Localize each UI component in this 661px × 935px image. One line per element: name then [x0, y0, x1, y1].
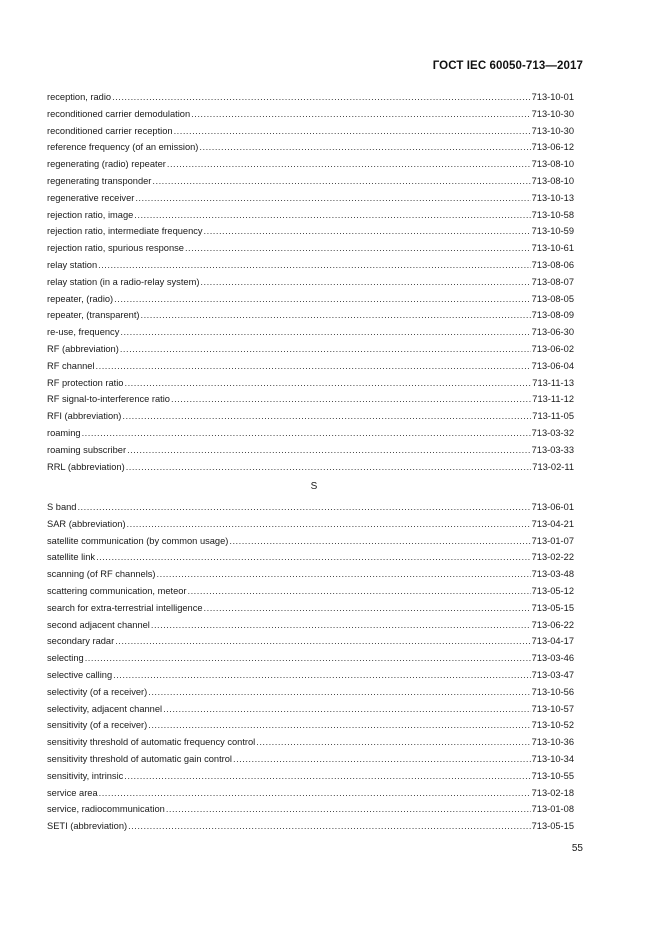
index-term: reconditioned carrier demodulation [47, 108, 191, 119]
index-term: service, radiocommunication [47, 804, 165, 815]
index-reference: 713-03-33 [531, 444, 574, 455]
index-entry [47, 633, 574, 650]
index-entry [47, 701, 574, 718]
index-group-r [47, 89, 574, 475]
dot-leader [191, 106, 530, 123]
index-entry [47, 442, 574, 459]
dot-leader [114, 291, 530, 308]
index-entry [47, 324, 574, 341]
dot-leader [188, 583, 531, 600]
dot-leader [229, 533, 530, 550]
index-entry [47, 499, 574, 516]
index-reference: 713-08-06 [531, 259, 574, 270]
index-reference: 713-10-36 [531, 737, 574, 748]
index-term: RF channel [47, 360, 95, 371]
index-reference: 713-02-22 [531, 552, 574, 563]
dot-leader [148, 717, 530, 734]
index-reference: 713-10-34 [531, 753, 574, 764]
dot-leader [141, 307, 531, 324]
index-term: S band [47, 502, 77, 512]
index-reference: 713-06-02 [531, 343, 574, 354]
index-entry [47, 717, 574, 734]
index-reference: 713-11-12 [532, 394, 574, 405]
index-entry [47, 684, 574, 701]
index-reference: 713-10-59 [531, 226, 574, 237]
index-term: satellite communication (by common usage) [47, 535, 229, 546]
dot-leader [115, 633, 530, 650]
index-reference: 713-10-01 [531, 92, 574, 102]
index-reference: 713-10-13 [531, 192, 574, 203]
index-term: reference frequency (of an emission) [47, 142, 199, 153]
section-letter-s: S [310, 481, 318, 492]
dot-leader [82, 425, 531, 442]
index-entry [47, 89, 574, 106]
dot-leader [233, 751, 531, 768]
index-term: SAR (abbreviation) [47, 518, 126, 529]
index-entry [47, 751, 574, 768]
index-group-s [47, 499, 574, 835]
index-term: RFI (abbreviation) [47, 411, 122, 422]
index-reference: 713-10-30 [531, 125, 574, 136]
standard-header: ГОСТ IEC 60050-713—2017 [432, 60, 583, 72]
index-reference: 713-10-57 [531, 703, 574, 714]
index-reference: 713-10-61 [531, 243, 574, 254]
index-term: RF (abbreviation) [47, 343, 119, 354]
index-reference: 713-10-30 [531, 108, 574, 119]
index-entry [47, 785, 574, 802]
index-term: RF signal-to-interference ratio [47, 394, 170, 405]
index-term: selecting [47, 653, 84, 664]
index-term: sensitivity, intrinsic [47, 770, 124, 781]
index-term: roaming [47, 427, 81, 438]
index-reference: 713-01-08 [531, 804, 574, 815]
index-entry [47, 768, 574, 785]
index-reference: 713-06-22 [531, 619, 574, 630]
dot-leader [120, 341, 531, 358]
index-term: search for extra-terrestrial intelligence [47, 602, 203, 613]
dot-leader [148, 684, 530, 701]
dot-leader [127, 442, 531, 459]
dot-leader [171, 391, 531, 408]
index-reference: 713-10-58 [531, 209, 574, 220]
index-reference: 713-05-12 [531, 585, 574, 596]
index-entry [47, 617, 574, 634]
index-reference: 713-05-15 [531, 602, 574, 613]
index-entry [47, 291, 574, 308]
index-entry [47, 156, 574, 173]
dot-leader [99, 785, 531, 802]
index-entry [47, 139, 574, 156]
index-reference: 713-04-21 [531, 518, 574, 529]
dot-leader [112, 89, 531, 106]
index-term: regenerative receiver [47, 192, 135, 203]
page-number: 55 [571, 843, 583, 854]
index-reference: 713-08-05 [531, 293, 574, 304]
index-reference: 713-10-56 [531, 686, 574, 697]
index-entry [47, 190, 574, 207]
index-term: selective calling [47, 669, 113, 680]
index-entry [47, 341, 574, 358]
index-reference: 713-04-17 [531, 636, 574, 647]
index-reference: 713-11-13 [532, 377, 574, 388]
dot-leader [85, 650, 531, 667]
index-reference: 713-03-48 [531, 569, 574, 580]
index-entry [47, 818, 574, 835]
index-term: scanning (of RF channels) [47, 569, 156, 580]
index-term: relay station (in a radio-relay system) [47, 276, 200, 287]
index-reference: 713-06-12 [531, 142, 574, 153]
index-reference: 713-06-04 [531, 360, 574, 371]
index-entry [47, 549, 574, 566]
index-entry [47, 375, 574, 392]
index-term: re-use, frequency [47, 327, 120, 338]
dot-leader [77, 499, 530, 516]
index-reference: 713-11-05 [532, 411, 574, 422]
dot-leader [256, 734, 530, 751]
index-term: regenerating (radio) repeater [47, 159, 166, 170]
dot-leader [157, 566, 531, 583]
dot-leader [128, 818, 531, 835]
dot-leader [124, 768, 530, 785]
dot-leader [96, 549, 531, 566]
index-entry [47, 667, 574, 684]
index-reference: 713-06-30 [531, 327, 574, 338]
index-reference: 713-06-01 [531, 502, 574, 512]
index-reference: 713-10-52 [531, 720, 574, 731]
dot-leader [124, 375, 531, 392]
index-entry [47, 425, 574, 442]
dot-leader [204, 223, 531, 240]
index-term: RRL (abbreviation) [47, 461, 125, 472]
index-entry [47, 516, 574, 533]
index-term: scattering communication, meteor [47, 585, 187, 596]
index-term: rejection ratio, intermediate frequency [47, 226, 203, 237]
index-reference: 713-02-11 [532, 461, 574, 472]
index-entry [47, 734, 574, 751]
dot-leader [134, 207, 530, 224]
index-term: SETI (abbreviation) [47, 821, 128, 832]
index-term: repeater, (radio) [47, 293, 114, 304]
index-entry [47, 408, 574, 425]
index-entry [47, 533, 574, 550]
index-entry [47, 106, 574, 123]
index-term: selectivity (of a receiver) [47, 686, 148, 697]
index-term: selectivity, adjacent channel [47, 703, 163, 714]
index-term: RF protection ratio [47, 377, 124, 388]
index-reference: 713-08-09 [531, 310, 574, 321]
index-term: satellite link [47, 552, 96, 563]
dot-leader [199, 139, 530, 156]
dot-leader [167, 156, 531, 173]
index-entry [47, 223, 574, 240]
index-term: sensitivity (of a receiver) [47, 720, 148, 731]
dot-leader [174, 123, 531, 140]
index-term: service area [47, 787, 98, 798]
index-entry [47, 173, 574, 190]
index-entry [47, 801, 574, 818]
index-reference: 713-10-55 [531, 770, 574, 781]
index-term: relay station [47, 259, 98, 270]
dot-leader [135, 190, 530, 207]
dot-leader [166, 801, 531, 818]
dot-leader [200, 274, 530, 291]
index-term: regenerating transponder [47, 175, 152, 186]
index-entry [47, 566, 574, 583]
index-entry [47, 307, 574, 324]
index-reference: 713-03-46 [531, 653, 574, 664]
dot-leader [185, 240, 531, 257]
index-entry [47, 123, 574, 140]
index-entry [47, 240, 574, 257]
index-term: rejection ratio, image [47, 209, 134, 220]
index-reference: 713-02-18 [531, 787, 574, 798]
index-term: repeater, (transparent) [47, 310, 140, 321]
index-entry [47, 207, 574, 224]
dot-leader [98, 257, 530, 274]
index-term: sensitivity threshold of automatic gain control [47, 753, 232, 764]
index-term: rejection ratio, spurious response [47, 243, 184, 254]
index-term: sensitivity threshold of automatic frequency control [47, 737, 256, 748]
index-reference: 713-03-47 [531, 669, 574, 680]
dot-leader [113, 667, 530, 684]
index-entry [47, 391, 574, 408]
dot-leader [120, 324, 530, 341]
dot-leader [127, 516, 531, 533]
index-term: reconditioned carrier reception [47, 125, 173, 136]
index-reference: 713-05-15 [531, 821, 574, 832]
index-reference: 713-08-07 [531, 276, 574, 287]
dot-leader [152, 173, 530, 190]
index-term: reception, radio [47, 92, 112, 102]
dot-leader [122, 408, 531, 425]
dot-leader [204, 600, 531, 617]
index-reference: 713-03-32 [531, 427, 574, 438]
index-reference: 713-01-07 [531, 535, 574, 546]
index-reference: 713-08-10 [531, 175, 574, 186]
dot-leader [126, 459, 532, 476]
dot-leader [151, 617, 531, 634]
index-entry [47, 257, 574, 274]
index-term: second adjacent channel [47, 619, 150, 630]
index-entry [47, 274, 574, 291]
index-term: roaming subscriber [47, 444, 127, 455]
index-reference: 713-08-10 [531, 159, 574, 170]
dot-leader [163, 701, 531, 718]
index-entry [47, 583, 574, 600]
index-entry [47, 600, 574, 617]
index-term: secondary radar [47, 636, 115, 647]
dot-leader [96, 358, 531, 375]
index-entry [47, 358, 574, 375]
index-entry [47, 459, 574, 476]
index-entry [47, 650, 574, 667]
